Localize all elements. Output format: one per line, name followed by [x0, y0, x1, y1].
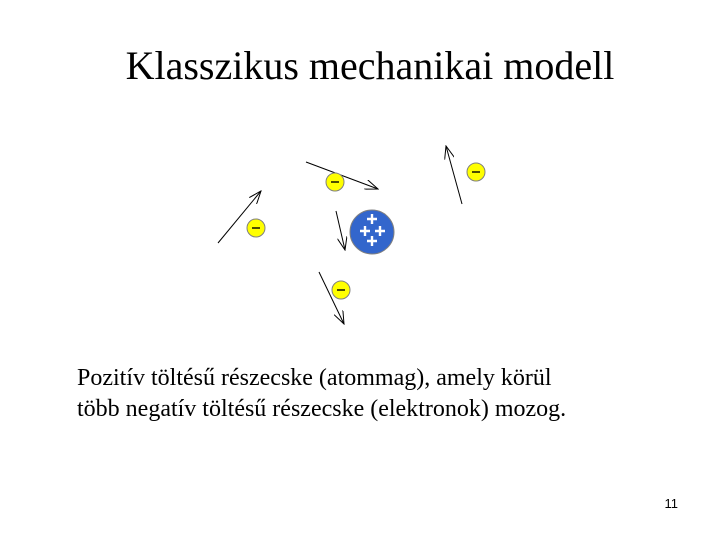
page-number: 11 — [664, 496, 678, 511]
caption-line: Pozitív töltésű részecske (atommag), amely körül — [77, 365, 552, 391]
slide-title: Klasszikus mechanikai modell — [125, 43, 615, 88]
electron — [467, 163, 485, 181]
velocity-arrow — [336, 211, 345, 250]
nucleus — [350, 210, 394, 254]
caption — [77, 363, 677, 425]
caption-line: több negatív töltésű részecske (elektronok) mozog. — [77, 396, 567, 422]
electron — [247, 219, 265, 237]
electron — [332, 281, 350, 299]
electron — [326, 173, 344, 191]
velocity-arrow — [446, 146, 462, 204]
